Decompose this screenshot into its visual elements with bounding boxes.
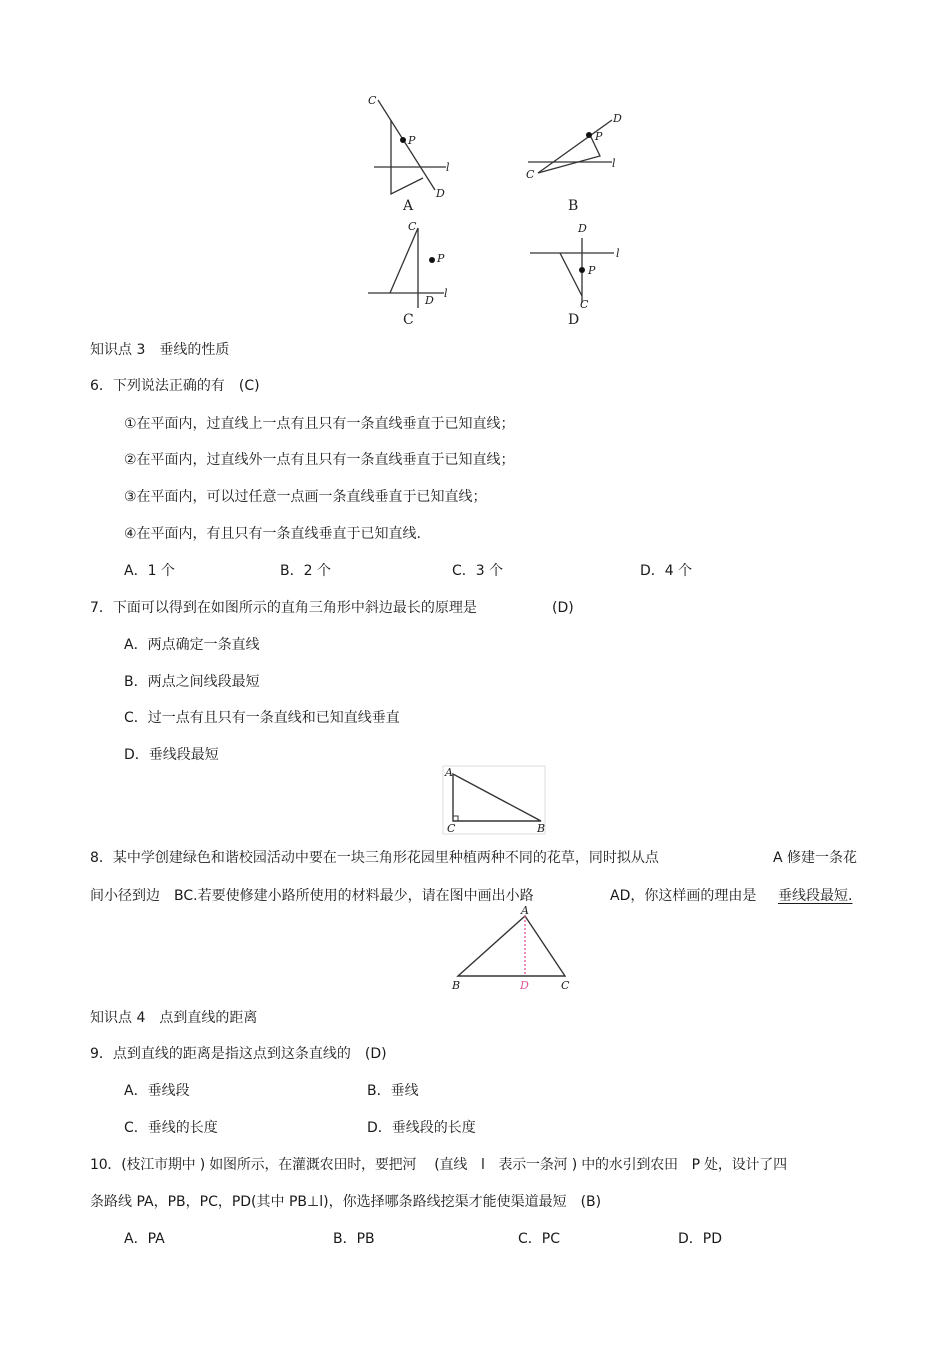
label-d: D	[578, 222, 587, 235]
q8-triangle-figure	[448, 904, 578, 994]
q8-line-2b: AD，你这样画的理由是	[610, 888, 757, 904]
q7-option-b: B．两点之间线段最短	[124, 674, 260, 690]
q6-statement-2: ②在平面内，过直线外一点有且只有一条直线垂直于已知直线；	[124, 452, 515, 468]
section-4-title: 知识点 4 点到直线的距离	[90, 1010, 258, 1026]
q8-line-1a: 8．某中学创建绿色和谐校园活动中要在一块三角形花园里种植两种不同的花草，同时拟从点	[90, 850, 659, 866]
label-d: D	[520, 979, 529, 992]
q10-line-1: 10．(枝江市期中 ) 如图所示，在灌溉农田时，要把河 (直线 l 表示一条河 ) 中的水引到农田 P 处，设计了四	[90, 1157, 787, 1173]
label-l: l	[612, 157, 616, 170]
label-p: P	[595, 130, 603, 143]
figure-option-a	[360, 90, 460, 220]
q10-option-b: B．PB	[333, 1231, 375, 1247]
caption-d: D	[568, 312, 580, 328]
figure-option-d	[520, 218, 630, 328]
q10-line-2: 条路线 PA，PB，PC，PD(其中 PB⊥l)，你选择哪条路线挖渠才能使渠道最短 (B)	[90, 1194, 602, 1210]
label-c: C	[526, 168, 535, 181]
label-d: D	[613, 112, 622, 125]
q9-stem: 9．点到直线的距离是指这点到这条直线的 (D)	[90, 1046, 387, 1062]
label-c: C	[368, 94, 377, 107]
q7-option-a: A．两点确定一条直线	[124, 637, 260, 653]
caption-b: B	[568, 198, 579, 214]
label-c: C	[561, 979, 570, 992]
label-l: l	[446, 161, 450, 174]
q10-option-a: A．PA	[124, 1231, 165, 1247]
q9-option-d: D．垂线段的长度	[367, 1120, 476, 1136]
q6-statement-1: ①在平面内，过直线上一点有且只有一条直线垂直于已知直线；	[124, 416, 515, 432]
label-l: l	[444, 287, 448, 300]
q7-option-d: D．垂线段最短	[124, 747, 219, 763]
q10-option-d: D．PD	[678, 1231, 723, 1247]
q7-answer: (D)	[552, 600, 574, 616]
q8-line-1b: A 修建一条花	[773, 850, 858, 866]
label-c: C	[408, 220, 417, 233]
label-a: A	[445, 766, 453, 779]
q8-line-2a: 间小径到边 BC.若要使修建小路所使用的材料最少，请在图中画出小路	[90, 888, 534, 904]
figure-option-c	[360, 218, 460, 328]
q8-line-2-answer: 垂线段最短.	[778, 888, 853, 904]
q6-statement-4: ④在平面内，有且只有一条直线垂直于已知直线.	[124, 526, 421, 542]
label-c: C	[447, 822, 456, 835]
q6-option-c: C．3 个	[452, 563, 504, 579]
q6-option-a: A．1 个	[124, 563, 175, 579]
label-p: P	[408, 134, 416, 147]
label-l: l	[616, 247, 620, 260]
caption-c: C	[403, 312, 414, 328]
label-b: B	[537, 822, 546, 835]
section-3-title: 知识点 3 垂线的性质	[90, 342, 230, 358]
label-d: D	[425, 294, 434, 307]
q10-option-c: C．PC	[518, 1231, 560, 1247]
q9-option-b: B．垂线	[367, 1083, 419, 1099]
caption-a: A	[403, 198, 414, 214]
q6-option-b: B．2 个	[280, 563, 331, 579]
label-p: P	[437, 252, 445, 265]
q6-option-d: D．4 个	[640, 563, 693, 579]
q7-option-c: C．过一点有且只有一条直线和已知直线垂直	[124, 710, 400, 726]
label-a: A	[521, 904, 529, 917]
q7-stem: 7．下面可以得到在如图所示的直角三角形中斜边最长的原理是	[90, 600, 477, 616]
q9-option-c: C．垂线的长度	[124, 1120, 218, 1136]
q6-stem: 6．下列说法正确的有 (C)	[90, 378, 260, 394]
label-c: C	[580, 298, 589, 311]
label-d: D	[436, 187, 445, 200]
figure-option-b	[520, 110, 630, 220]
q6-statement-3: ③在平面内，可以过任意一点画一条直线垂直于已知直线；	[124, 489, 487, 505]
q9-option-a: A．垂线段	[124, 1083, 190, 1099]
q7-right-triangle-figure	[442, 765, 548, 837]
label-p: P	[588, 264, 596, 277]
label-b: B	[452, 979, 461, 992]
